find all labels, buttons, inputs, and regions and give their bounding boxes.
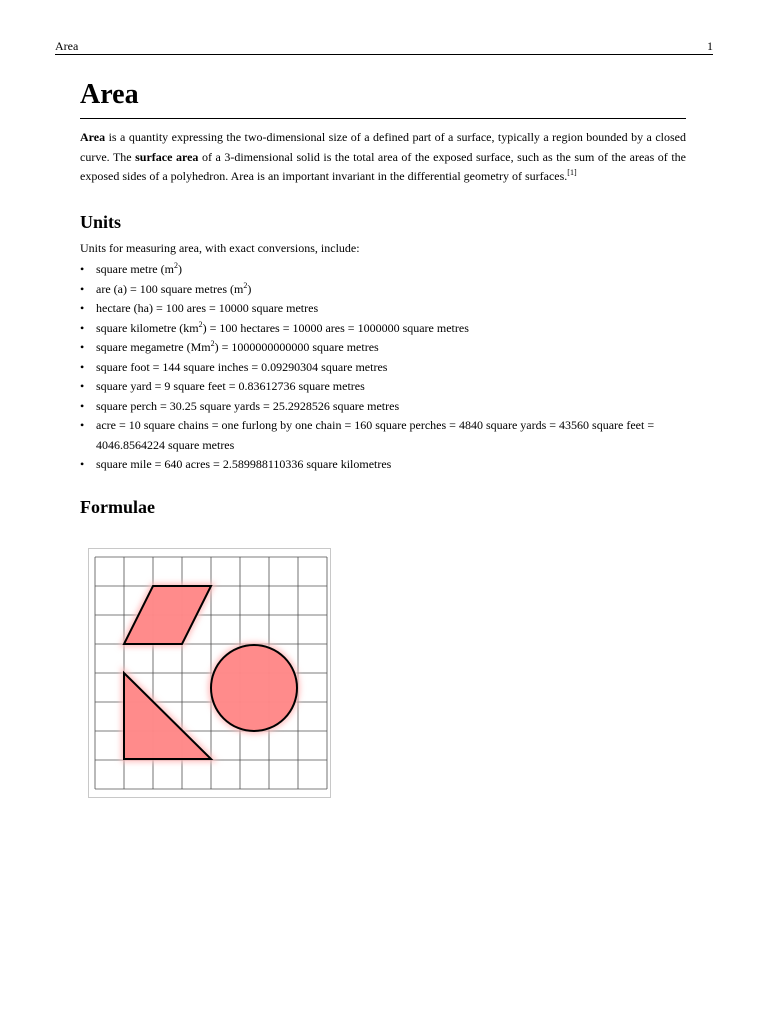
bullet: • — [80, 301, 85, 315]
article-content — [80, 76, 686, 519]
bullet: • — [80, 281, 85, 296]
intro-paragraph — [80, 128, 686, 187]
area-shapes-diagram — [89, 549, 330, 797]
list-item-text: square kilometre (km — [96, 320, 199, 335]
page-title: Area — [80, 76, 686, 119]
units-heading: Units — [80, 211, 122, 232]
list-item — [80, 338, 686, 358]
list-item — [80, 455, 686, 475]
list-item-text: square perch = 30.25 square yards = 25.2928526 square metres — [96, 398, 400, 413]
running-header-title: Area — [55, 39, 79, 53]
list-item-text: ) = 1000000000000 square metres — [214, 340, 379, 354]
list-item-text: ) = 100 hectares = 10000 ares = 1000000 square metres — [202, 320, 469, 335]
formulae-heading: Formulae — [80, 496, 155, 517]
list-item-text: ) — [247, 281, 252, 296]
bullet: • — [80, 262, 85, 276]
list-item-text: square megametre (Mm — [96, 340, 211, 354]
list-item-text: hectare (ha) = 100 ares = 10000 square metres — [96, 301, 319, 315]
bullet: • — [80, 398, 85, 413]
circle-shape — [211, 645, 297, 731]
bullet: • — [80, 457, 85, 471]
superscript: 2 — [210, 339, 215, 348]
list-item-text: square yard = 9 square feet = 0.83612736 square metres — [96, 379, 365, 393]
list-item-text: ) — [177, 262, 182, 276]
superscript: 2 — [173, 261, 178, 270]
list-item-text: square foot = 144 square inches = 0.09290304 square metres — [96, 359, 388, 374]
list-item — [80, 319, 686, 339]
running-header — [55, 38, 713, 55]
list-item-text: are (a) = 100 square metres (m — [96, 281, 244, 296]
list-item — [80, 260, 686, 280]
intro-text-1: is a quantity expressing the two-dimensional size of a defined part of a surface, typically a region bounded by a closed curve. The — [80, 130, 686, 164]
bullet: • — [80, 340, 85, 354]
bullet: • — [80, 418, 85, 432]
triangle-shape — [124, 673, 211, 759]
superscript: 2 — [243, 280, 248, 290]
list-item — [80, 280, 686, 300]
list-item-text: square mile = 640 acres = 2.589988110336 square kilometres — [96, 457, 392, 471]
citation-link[interactable]: [1] — [567, 168, 577, 177]
list-item-text: square metre (m — [96, 262, 174, 276]
intro-term-area: Area — [80, 130, 106, 144]
units-lead: Units for measuring area, with exact conversions, include: — [80, 240, 360, 255]
list-item — [80, 397, 686, 417]
list-item — [80, 416, 686, 455]
intro-text-2: of a 3-dimensional solid is the total area of the exposed surface, such as the sum of the areas of the exposed sides of a polyhedron. Area is an important invariant in the differential geometry of surfaces. — [80, 149, 686, 183]
superscript: 2 — [198, 319, 203, 329]
list-item — [80, 299, 686, 319]
list-item-text: acre = 10 square chains = one furlong by one chain = 160 square perches = 4840 square yards = 43560 square feet = 4046.8564224 square metres — [96, 418, 655, 452]
list-item — [80, 358, 686, 378]
page-number: 1 — [707, 39, 713, 53]
intro-term-surface-area: surface area — [135, 149, 199, 164]
bullet: • — [80, 359, 85, 374]
list-item — [80, 377, 686, 397]
bullet: • — [80, 320, 85, 335]
bullet: • — [80, 379, 85, 393]
units-list — [80, 260, 686, 475]
area-shapes-figure[interactable] — [88, 548, 331, 798]
